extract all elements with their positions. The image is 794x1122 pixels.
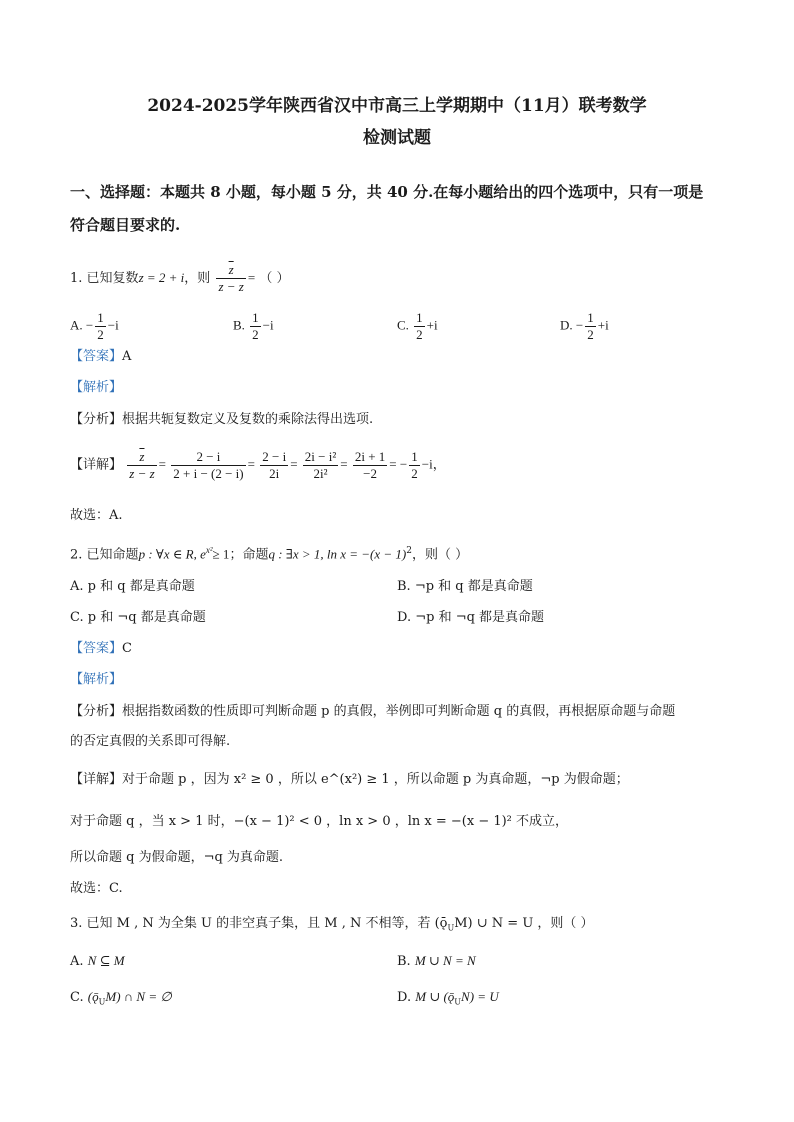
q2-analysis-tag: 【解析】 <box>70 672 123 687</box>
q2-detail-text1: 对于命题 p ，因为 x² ≥ 0 ，所以 e^(x²) ≥ 1 ，所以命题 p 为真命题，¬p 为假命题； <box>122 772 629 787</box>
q3-opt-b-text: M ∪ N = N <box>414 953 476 968</box>
answer-tag: 【答案】 <box>70 349 123 364</box>
q1-paren: （ ） <box>259 271 290 286</box>
q1-choose-value: A. <box>109 508 123 523</box>
fenxi-tag: 【分析】 <box>70 412 123 427</box>
fraction-half <box>250 310 261 343</box>
detail-tag: 【详解】 <box>70 772 123 787</box>
q3-opt-a-label: A. <box>70 954 84 969</box>
q2-fenxi-line1 <box>70 703 675 721</box>
frac-num: 2 − i <box>262 449 287 464</box>
q3-option-b <box>397 952 476 971</box>
frac-num: $\overline{z}$ <box>127 449 156 466</box>
imag-unit: i <box>605 317 609 333</box>
q1-answer-value: A <box>122 349 132 364</box>
minus-sign: − <box>262 317 271 333</box>
frac-den: 2 <box>97 327 104 342</box>
detail-frac-4 <box>303 449 338 482</box>
frac-num: 1 <box>97 310 104 325</box>
eq-sign: = <box>158 456 166 472</box>
eq-sign: = <box>247 456 255 472</box>
q2-stem: 2. 已知命题p : ∀x ∈ R, $e^{x^2}\ge 1$；命题q : ∃x > 1, $\ln x = -(x - 1)^2$，则（ ） <box>70 545 469 563</box>
q2-option-b <box>397 578 533 596</box>
q2-detail-line3: 所以命题 q 为假命题，¬q 为真命题. <box>70 850 284 865</box>
complement-subscript: U <box>454 997 462 1007</box>
frac-num: 2i + 1 <box>354 449 386 464</box>
q1-fraction <box>216 262 245 295</box>
fenxi-tag: 【分析】 <box>70 704 123 719</box>
q1-fenxi <box>70 411 373 429</box>
q1-z-def: z = 2 + i <box>138 270 185 285</box>
frac-den: 2i² <box>313 466 328 481</box>
detail-frac-1 <box>127 449 156 482</box>
frac-num: 2i − i² <box>304 449 337 464</box>
q1-eq: = <box>247 270 256 285</box>
q2-opt-b-text: ¬p 和 q 都是真命题 <box>414 579 533 594</box>
section-heading-line1: 一、选择题：本题共 8 小题，每小题 5 分，共 40 分.在每小题给出的四个选项中，只有一项是 <box>70 183 704 201</box>
frac-num: 1 <box>587 310 594 325</box>
q1-number: 1. <box>70 271 83 286</box>
q1-option-b <box>233 310 274 343</box>
plus-sign: + <box>597 317 606 333</box>
q2-choose <box>70 880 123 898</box>
q2-opt-b-label: B. <box>397 579 411 594</box>
q1-option-c <box>397 310 438 343</box>
q3-option-d <box>397 988 499 1012</box>
fraction-half <box>414 310 425 343</box>
q2-prop-p: p : ∀x ∈ R, e <box>138 546 206 562</box>
q2-opt-c-text: p 和 ¬q 都是真命题 <box>87 610 206 625</box>
frac-den: z − z <box>129 466 155 481</box>
section-heading-line2: 符合题目要求的. <box>70 216 181 234</box>
q2-choose-value: C. <box>109 881 123 896</box>
q2-prop-q: q : ∃x > 1, ln x = −(x − 1) <box>268 546 407 562</box>
choose-label: 故选： <box>70 508 110 523</box>
q2-opt-d-label: D. <box>397 610 412 625</box>
q3-opt-c-label: C. <box>70 990 84 1005</box>
complement-subscript: U <box>98 997 106 1007</box>
q1-frac-num: $\overline{z}$ <box>216 262 245 279</box>
q2-exp: x² <box>205 545 213 555</box>
eq-sign: = <box>340 456 348 472</box>
fraction-half <box>585 310 596 343</box>
q3-opt-b-label: B. <box>397 954 411 969</box>
imag-unit: i <box>429 456 433 472</box>
frac-num: 1 <box>252 310 259 325</box>
eq-sign: = <box>389 456 397 472</box>
q2-opt-d-text: ¬p 和 ¬q 都是真命题 <box>415 610 545 625</box>
q2-stem-a: 已知命题 <box>86 547 139 563</box>
q3-option-a <box>70 952 125 971</box>
q2-opt-c-label: C. <box>70 610 84 625</box>
q1-opt-b-label: B. <box>233 317 245 333</box>
imag-unit: i <box>434 317 438 333</box>
minus-sign: − <box>399 456 408 472</box>
doc-title-line2: 检测试题 <box>363 128 431 148</box>
q3-opt-d-tail: N) = U <box>461 989 499 1004</box>
q1-answer <box>70 348 131 366</box>
complement-subscript: U <box>447 923 455 933</box>
q1-frac-den: z − z <box>218 279 244 294</box>
q1-analysis-tag: 【解析】 <box>70 380 123 395</box>
q3-opt-c-text: (ǭ <box>87 989 99 1004</box>
q2-answer <box>70 640 132 658</box>
q2-option-a <box>70 578 195 596</box>
detail-tag: 【详解】 <box>70 457 123 473</box>
q3-stem-tail: M) ∪ N = U ，则（ ） <box>454 916 594 931</box>
fraction-half <box>95 310 106 343</box>
frac-den: −2 <box>363 466 377 481</box>
q2-detail-line1 <box>70 771 629 789</box>
q2-answer-value: C <box>122 641 132 656</box>
frac-num: 1 <box>416 310 423 325</box>
q2-stem-b: ；命题 <box>229 547 269 563</box>
q2-option-d <box>397 609 544 627</box>
q2-prop-p-tail: ≥ 1 <box>212 546 230 562</box>
q3-number: 3. <box>70 916 83 931</box>
q3-opt-a-text: N ⊆ M <box>87 953 125 968</box>
q1-stem-a: 已知复数 <box>86 271 139 286</box>
frac-den: 2 + i − (2 − i) <box>173 466 244 481</box>
detail-frac-6 <box>409 449 420 482</box>
q3-opt-d-text: M ∪ (ǭ <box>415 989 455 1004</box>
q3-option-c <box>70 988 172 1012</box>
frac-den: 2 <box>587 327 594 342</box>
detail-frac-3 <box>260 449 288 482</box>
minus-sign: − <box>107 317 116 333</box>
detail-frac-5 <box>353 449 387 482</box>
minus-sign: − <box>421 456 430 472</box>
frac-den: 2 <box>416 327 423 342</box>
q1-detail <box>70 449 446 482</box>
comma: ， <box>432 456 446 472</box>
q3-stem-text: 已知 M , N 为全集 U 的非空真子集，且 M , N 不相等，若 (ǭ <box>86 916 448 931</box>
q1-option-d <box>560 310 609 343</box>
q2-fenxi-line2: 的否定真假的关系即可得解. <box>70 734 231 749</box>
q2-number: 2. <box>70 547 83 563</box>
choose-label: 故选： <box>70 881 110 896</box>
q1-choose <box>70 507 123 525</box>
q3-opt-c-tail: M) ∩ N = ∅ <box>105 989 172 1004</box>
frac-den: 2i <box>269 466 280 481</box>
plus-sign: + <box>426 317 435 333</box>
q1-opt-d-label: D. <box>560 317 573 333</box>
eq-sign: = <box>290 456 298 472</box>
q1-stem <box>70 262 289 295</box>
minus-sign: − <box>575 317 584 333</box>
q2-detail-line2: 对于命题 q ，当 x > 1 时，−(x − 1)² < 0 ，ln x > 0 ，ln x = −(x − 1)² 不成立， <box>70 814 569 829</box>
frac-den: 2 <box>252 327 259 342</box>
q3-opt-d-label: D. <box>397 990 412 1005</box>
detail-frac-2 <box>171 449 245 482</box>
imag-unit: i <box>270 317 274 333</box>
doc-title-line1: 2024-2025学年陕西省汉中市高三上学期期中（11月）联考数学 <box>147 96 647 116</box>
q2-option-c <box>70 609 206 627</box>
frac-num: 2 − i <box>171 449 245 466</box>
minus-sign: − <box>85 317 94 333</box>
q2-fenxi-text1: 根据指数函数的性质即可判断命题 p 的真假，举例即可判断命题 q 的真假，再根据原命题与命题 <box>122 704 676 719</box>
frac-den: 2 <box>411 466 418 481</box>
q3-stem <box>70 915 594 938</box>
answer-tag: 【答案】 <box>70 641 123 656</box>
q1-fenxi-text: 根据共轭复数定义及复数的乘除法得出选项. <box>122 412 374 427</box>
q1-option-a <box>70 310 119 343</box>
q2-opt-a-label: A. <box>70 579 84 594</box>
imag-unit: i <box>115 317 119 333</box>
q1-opt-a-label: A. <box>70 317 83 333</box>
q2-stem-c: ，则（ ） <box>412 547 469 563</box>
frac-num: 1 <box>411 449 418 464</box>
q1-opt-c-label: C. <box>397 317 409 333</box>
q2-opt-a-text: p 和 q 都是真命题 <box>87 579 195 594</box>
q1-stem-b: ，则 <box>184 271 211 286</box>
